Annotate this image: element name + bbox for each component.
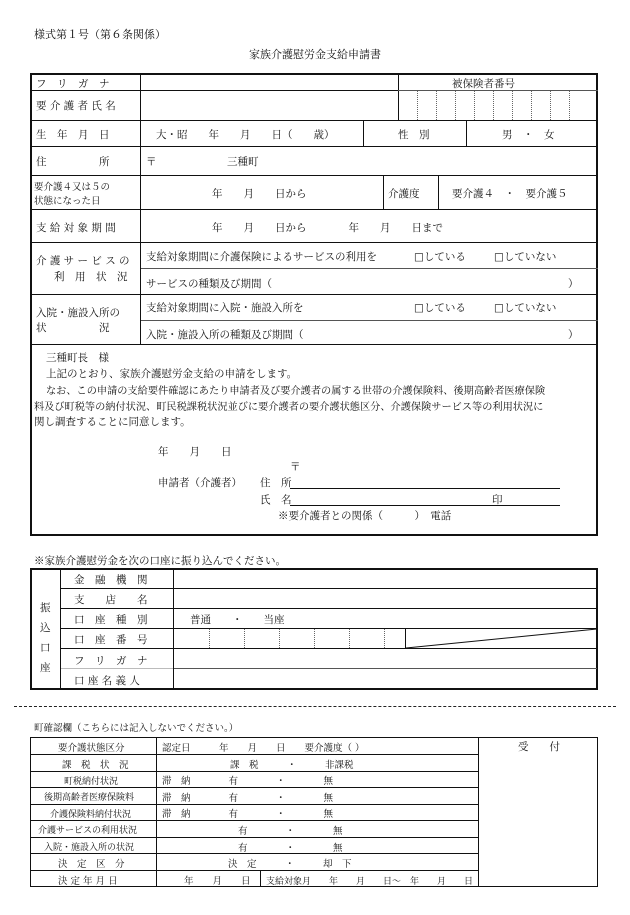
hosp-no-checkbox[interactable]: □していない (494, 302, 557, 314)
office-row-value: 認定日 年 月 日 要介護度（ ） (162, 743, 365, 754)
application-date[interactable]: 年 月 日 (158, 446, 232, 458)
town-name: 三種町 (227, 156, 259, 168)
office-row-value: 課 税 ・ 非課税 (230, 760, 354, 771)
applicant-name-field[interactable] (290, 505, 560, 506)
hosp-label-1: 入院・施設入所の (36, 307, 120, 319)
applicant-label: 申請者（介護者） (158, 477, 242, 489)
account-number-label: 口 座 番 号 (74, 634, 148, 646)
seal-mark: 印 (492, 494, 503, 506)
hosp-label-2: 状 況 (36, 322, 110, 334)
service-kind-label: サービスの種類及び期間（ (146, 278, 272, 290)
office-row-value: 滞 納 有 ・ 無 (162, 793, 334, 804)
sex-value[interactable]: 男 ・ 女 (502, 129, 555, 141)
applicant-address-field[interactable] (290, 488, 560, 489)
service-no-checkbox[interactable]: □していない (494, 251, 557, 263)
relation-phone[interactable]: ※要介護者との関係（ ） 電話 (278, 510, 452, 522)
applicant-address-label: 住 所 (260, 477, 292, 489)
office-section-title: 町確認欄（こちらには記入しないでください。） (34, 723, 239, 734)
declaration-line-4: 関し調査することに同意します。 (34, 416, 191, 428)
office-row-value: 有 ・ 無 (238, 843, 343, 854)
form-title: 家族介護慰労金支給申請書 (249, 48, 381, 61)
branch-label: 支 店 名 (74, 594, 148, 606)
office-row-label: 要介護状態区分 (58, 743, 125, 754)
holder-label: 口 座 名 義 人 (74, 675, 140, 687)
insured-number-label: 被保険者番号 (452, 78, 515, 90)
office-row-value: 年 月 日 (184, 876, 251, 887)
cut-line (14, 706, 616, 707)
birth-value[interactable]: 大・昭 年 月 日（ 歳） (156, 129, 335, 141)
office-row-label: 決 定 区 分 (58, 859, 125, 870)
addressee: 三種町長 様 (46, 352, 109, 364)
office-row-label: 介護保険料納付状況 (50, 810, 132, 820)
postal-mark: 〒 (146, 156, 157, 168)
hosp-yes-checkbox[interactable]: □している (414, 302, 466, 314)
care-date-value[interactable]: 年 月 日から (212, 188, 307, 200)
service-close-paren: ） (568, 278, 579, 290)
account-number-strike (406, 629, 597, 648)
care-date-label-1: 要介護４又は５の (34, 182, 111, 193)
period-label: 支 給 対 象 期 間 (36, 222, 116, 234)
hosp-kind-label: 入院・施設入所の種類及び期間（ (146, 329, 304, 341)
office-row-value: 滞 納 有 ・ 無 (162, 809, 334, 820)
period-value[interactable]: 年 月 日から 年 月 日まで (212, 222, 443, 234)
reception-label: 受 付 (518, 741, 560, 753)
office-row-label: 後期高齢者医療保険料 (44, 793, 135, 803)
name-label: 要 介 護 者 氏 名 (36, 100, 116, 112)
office-row-label: 介護サービスの利用状況 (38, 826, 138, 836)
office-row-label: 入院・施設入所の状況 (44, 843, 135, 853)
care-level-value[interactable]: 要介護４ ・ 要介護５ (452, 188, 568, 200)
transfer-side-label: 振 込 口 座 (40, 602, 51, 674)
office-row-label: 町税納付状況 (64, 777, 119, 787)
care-level-label: 介護度 (388, 188, 420, 200)
bank-note: ※家族介護慰労金を次の口座に振り込んでください。 (34, 555, 286, 567)
office-row-value: 滞 納 有 ・ 無 (162, 776, 334, 787)
declaration-line-1: 上記のとおり、家族介護慰労金支給の申請をします。 (46, 368, 298, 380)
hosp-question: 支給対象期間に入院・施設入所を (146, 302, 304, 314)
service-question: 支給対象期間に介護保険によるサービスの利用を (146, 251, 377, 263)
sex-label: 性 別 (398, 129, 430, 141)
office-row-label: 課 税 状 況 (62, 760, 129, 771)
account-type-label: 口 座 種 別 (74, 614, 148, 626)
hosp-close-paren: ） (568, 329, 579, 341)
birth-label: 生 年 月 日 (36, 129, 110, 141)
form-number: 様式第１号（第６条関係） (34, 28, 166, 41)
office-row-label: 決 定 年 月 日 (58, 876, 118, 887)
account-type-value[interactable]: 普通 ・ 当座 (190, 614, 285, 626)
decision-period: 支給対象月 年 月 日～ 年 月 日 (266, 877, 474, 887)
holder-furigana-label: フ リ ガ ナ (74, 655, 148, 667)
service-label-1: 介 護 サ ー ビ ス の (36, 255, 130, 267)
care-date-label-2: 状態になった日 (34, 196, 101, 207)
service-label-2: 利 用 状 況 (54, 271, 128, 283)
office-row-value: 有 ・ 無 (238, 826, 343, 837)
address-label: 住 所 (36, 156, 110, 168)
bank-name-label: 金 融 機 関 (74, 574, 148, 586)
furigana-label: フ リ ガ ナ (36, 78, 110, 90)
declaration-line-3: 料及び町税等の納付状況、町民税課税状況並びに要介護者の要介護状態区分、介護保険サービス等の利用状況に (34, 402, 544, 413)
office-row-value: 決 定 ・ 却 下 (228, 859, 352, 870)
applicant-postal-mark: 〒 (290, 461, 301, 473)
service-yes-checkbox[interactable]: □している (414, 251, 466, 263)
applicant-name-label: 氏 名 (260, 494, 292, 506)
declaration-line-2: なお、この申請の支給要件確認にあたり申請者及び要介護者の属する世帯の介護保険料、後期高齢者医療保険 (46, 386, 546, 397)
